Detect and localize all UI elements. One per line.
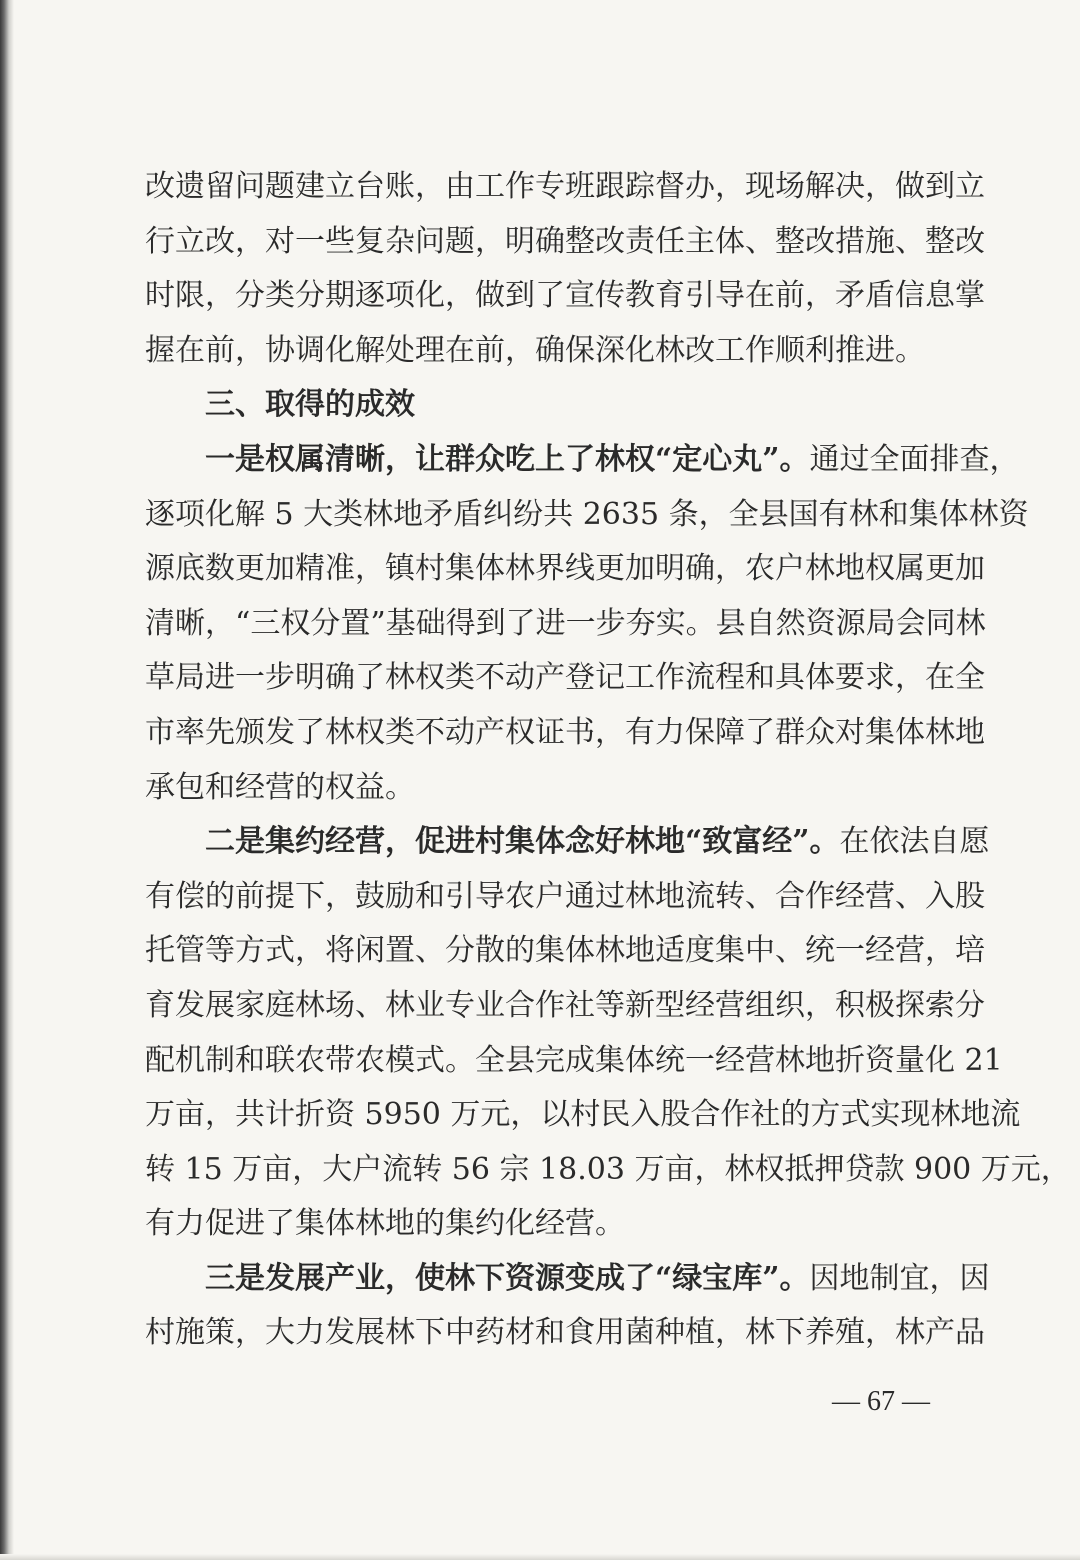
paragraph-first-line [145,815,990,870]
paragraph-line: 时限，分类分期逐项化，做到了宣传教育引导在前，矛盾信息掌 [145,278,985,314]
paragraph-line: 配机制和联农带农模式。全县完成集体统一经营林地折资量化 21 [145,1042,1003,1078]
document-body [145,160,1071,1361]
paragraph-line: 行立改，对一些复杂问题，明确整改责任主体、整改措施、整改 [145,223,985,259]
paragraph-line: 市率先颁发了林权类不动产权证书，有力保障了群众对集体林地 [145,714,985,750]
paragraph-lead: 一是权属清晰，让群众吃上了林权“定心丸”。 [205,441,810,477]
scan-left-edge [0,0,14,1560]
paragraph-line: 育发展家庭林场、林业专业合作社等新型经营组织，积极探索分 [145,987,985,1023]
scan-bottom-edge [0,1554,1080,1560]
paragraph-line: 逐项化解 5 大类林地矛盾纠纷共 2635 条，全县国有林和集体林资 [145,496,1029,532]
paragraph-line: 有力促进了集体林地的集约化经营。 [145,1206,625,1242]
paragraph-lead: 二是集约经营，促进村集体念好林地“致富经”。 [205,824,840,860]
paragraph-lead-rest: 通过全面排查， [809,441,1020,477]
paragraph-line: 握在前，协调化解处理在前，确保深化林改工作顺利推进。 [145,332,925,368]
paragraph-line: 有偿的前提下，鼓励和引导农户通过林地流转、合作经营、入股 [145,878,985,914]
paragraph-lead: 三是发展产业，使林下资源变成了“绿宝库”。 [205,1260,810,1296]
paragraph-line: 源底数更加精准，镇村集体林界线更加明确，农户林地权属更加 [145,551,985,587]
paragraph-line: 托管等方式，将闲置、分散的集体林地适度集中、统一经营，培 [145,933,985,969]
paragraph-first-line [145,433,1020,488]
paragraph-line: 村施策，大力发展林下中药材和食用菌种植，林下养殖，林产品 [145,1315,985,1351]
paragraph-line: 承包和经营的权益。 [145,769,415,805]
paragraph-lead-rest: 因地制宜，因 [809,1260,990,1296]
paragraph-first-line [145,1252,990,1307]
paragraph-line: 转 15 万亩，大户流转 56 宗 18.03 万亩，林权抵押贷款 900 万元， [145,1151,1071,1187]
paragraph-lead-rest: 在依法自愿 [839,824,990,860]
page-number: — 67 — [832,1386,930,1417]
paragraph-line: 改遗留问题建立台账，由工作专班跟踪督办，现场解决，做到立 [145,169,985,204]
paragraph-line: 清晰，“三权分置”基础得到了进一步夯实。县自然资源局会同林 [145,605,986,641]
paragraph-line: 草局进一步明确了林权类不动产登记工作流程和具体要求，在全 [145,660,985,696]
section-heading: 三、取得的成效 [205,387,415,423]
paragraph-line: 万亩，共计折资 5950 万元，以村民入股合作社的方式实现林地流 [145,1097,1021,1133]
